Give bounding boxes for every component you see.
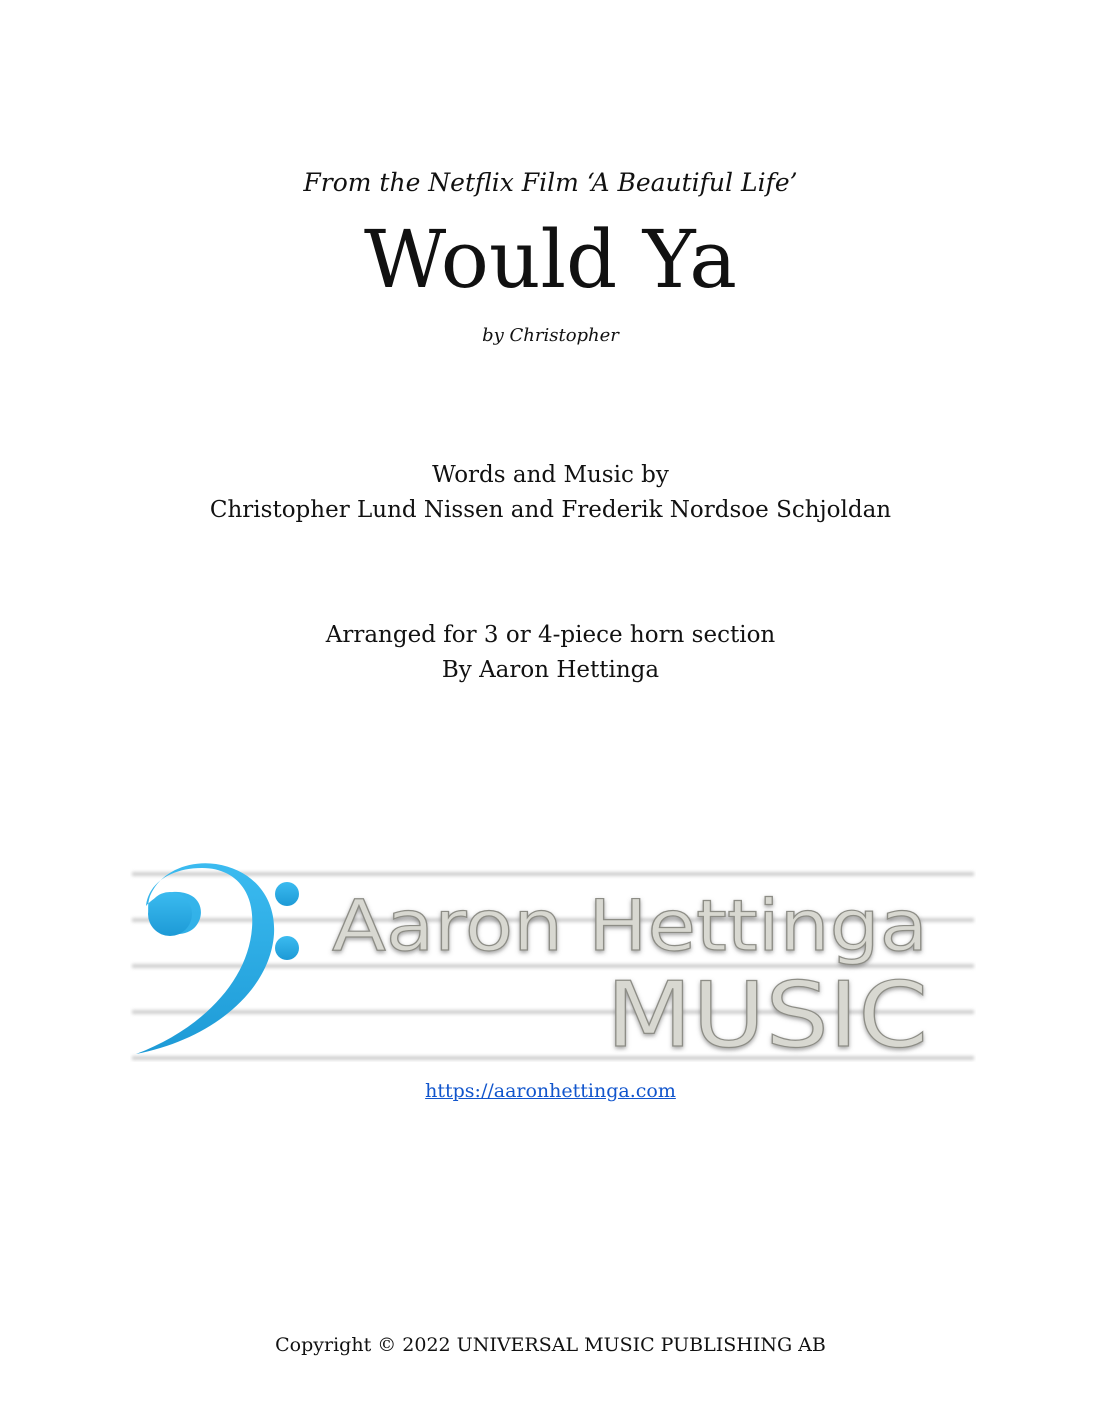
logo-text-music: MUSIC <box>606 963 928 1062</box>
logo-text-name: Aaron Hettinga <box>332 885 928 967</box>
byline: by Christopher <box>482 325 619 346</box>
copyright: Copyright © 2022 UNIVERSAL MUSIC PUBLISHING AB <box>275 1334 826 1356</box>
arrangement <box>0 618 1101 688</box>
credits-heading: Words and Music by <box>432 462 669 488</box>
credits-names: Christopher Lund Nissen and Frederik Nordsoe Schjoldan <box>209 497 892 523</box>
website-link-container <box>0 1080 1101 1102</box>
aaron-hettinga-music-logo <box>130 862 976 1062</box>
credits <box>0 458 1101 528</box>
arranger-name: By Aaron Hettinga <box>441 657 660 683</box>
bass-clef-icon <box>136 863 299 1054</box>
arrangement-description: Arranged for 3 or 4-piece horn section <box>325 622 776 648</box>
subtitle: From the Netflix Film ‘A Beautiful Life’ <box>303 168 798 197</box>
website-link[interactable]: https://aaronhettinga.com <box>425 1080 676 1102</box>
page-title: Would Ya <box>363 213 737 306</box>
